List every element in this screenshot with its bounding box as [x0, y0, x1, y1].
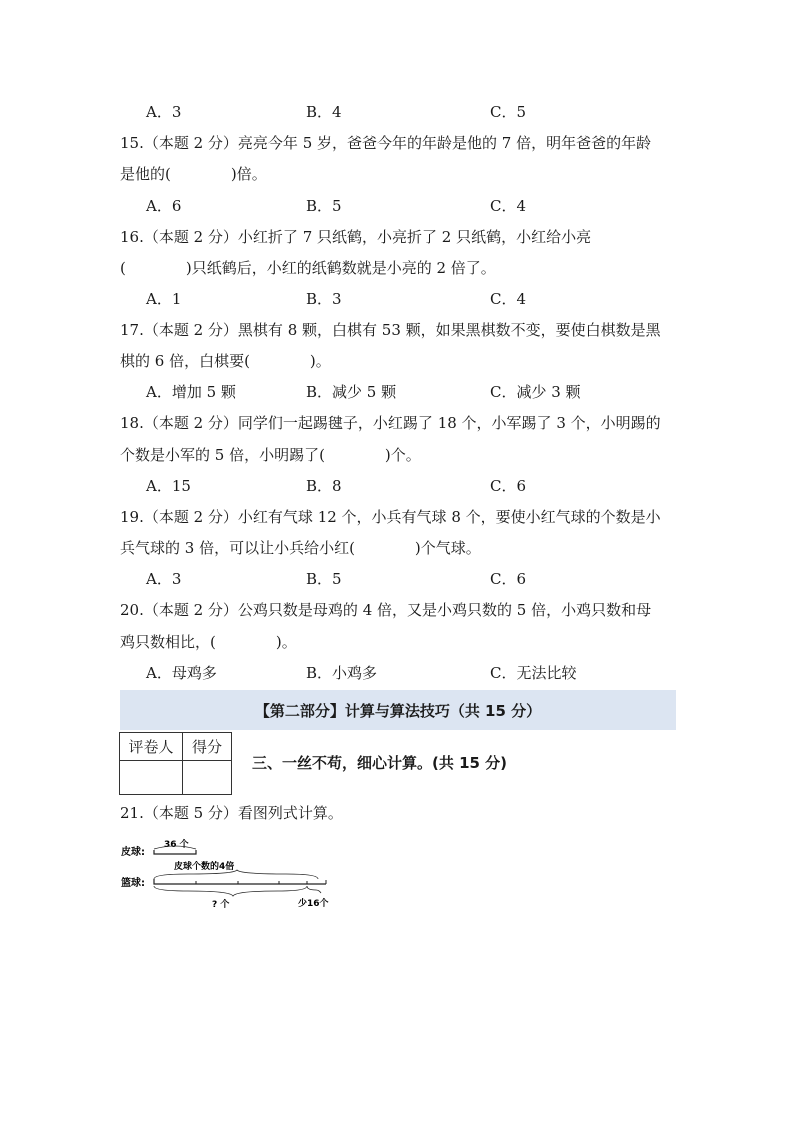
q20-option-b[interactable]: B．小鸡多 [306, 664, 378, 682]
q21-text: 21.（本题 5 分）看图列式计算。 [120, 804, 343, 822]
q17-option-b[interactable]: B．减少 5 颗 [306, 383, 397, 401]
score-table [119, 732, 232, 795]
basket-segment [154, 879, 326, 884]
q16-text-line-2: ( )只纸鹤后，小红的纸鹤数就是小亮的 2 倍了。 [120, 259, 496, 277]
q15-text-line-1: 15.（本题 2 分）亮亮今年 5 岁，爸爸今年的年龄是他的 7 倍，明年爸爸的年龄 [120, 134, 652, 152]
q20-option-c[interactable]: C．无法比较 [490, 664, 577, 682]
q17-text-line-2: 棋的 6 倍，白棋要( )。 [120, 352, 331, 370]
ball-count-label: 36 个 [164, 840, 189, 850]
q19-option-c[interactable]: C．6 [490, 570, 527, 588]
q14-option-a[interactable]: A．3 [146, 103, 182, 121]
q16-option-a[interactable]: A．1 [146, 290, 182, 308]
bottom-brace [154, 886, 307, 896]
q20-option-a[interactable]: A．母鸡多 [146, 664, 217, 682]
q18-option-c[interactable]: C．6 [490, 477, 527, 495]
q18-option-b[interactable]: B．8 [306, 477, 342, 495]
q16-text-line-1: 16.（本题 2 分）小红折了 7 只纸鹤，小亮折了 2 只纸鹤，小红给小亮 [120, 228, 592, 246]
segment-diagram [118, 834, 338, 914]
q15-option-b[interactable]: B．5 [306, 197, 342, 215]
q18-text-line-2: 个数是小军的 5 倍，小明踢了( )个。 [120, 446, 421, 464]
q19-option-a[interactable]: A．3 [146, 570, 182, 588]
brace-label: 皮球个数的4倍 [174, 862, 235, 872]
less-label: 少16个 [298, 899, 329, 909]
q18-text-line-1: 18.（本题 2 分）同学们一起踢毽子，小红踢了 18 个，小军踢了 3 个，小明踢的 [120, 414, 661, 432]
q15-option-c[interactable]: C．4 [490, 197, 527, 215]
score-cell[interactable] [183, 761, 232, 795]
ball-label: 皮球: [121, 847, 145, 858]
q17-option-a[interactable]: A．增加 5 颗 [146, 383, 236, 401]
part2-banner-title: 【第二部分】计算与算法技巧（共 15 分） [254, 701, 542, 720]
grader-cell[interactable] [120, 761, 183, 795]
q15-text-line-2: 是他的( )倍。 [120, 165, 267, 183]
q20-text-line-2: 鸡只数相比，( )。 [120, 633, 297, 651]
q20-text-line-1: 20.（本题 2 分）公鸡只数是母鸡的 4 倍，又是小鸡只数的 5 倍，小鸡只数和母 [120, 601, 652, 619]
ball-segment [154, 850, 196, 854]
q14-option-c[interactable]: C．5 [490, 103, 527, 121]
less-brace [307, 886, 321, 893]
q16-option-c[interactable]: C．4 [490, 290, 527, 308]
q18-option-a[interactable]: A．15 [146, 477, 191, 495]
q15-option-a[interactable]: A．6 [146, 197, 182, 215]
q19-text-line-1: 19.（本题 2 分）小红有气球 12 个，小兵有气球 8 个，要使小红气球的个数是小 [120, 508, 661, 526]
question-label: ? 个 [212, 900, 230, 910]
grader-header: 评卷人 [120, 733, 183, 761]
q17-option-c[interactable]: C．减少 3 颗 [490, 383, 581, 401]
part2-banner [120, 690, 676, 730]
score-header: 得分 [183, 733, 232, 761]
section3-title: 三、一丝不苟，细心计算。(共 15 分) [252, 754, 508, 772]
q19-option-b[interactable]: B．5 [306, 570, 342, 588]
basket-label: 篮球: [121, 878, 145, 889]
q16-option-b[interactable]: B．3 [306, 290, 342, 308]
q17-text-line-1: 17.（本题 2 分）黑棋有 8 颗，白棋有 53 颗，如果黑棋数不变，要使白棋数是黑 [120, 321, 661, 339]
q14-option-b[interactable]: B．4 [306, 103, 342, 121]
q19-text-line-2: 兵气球的 3 倍，可以让小兵给小红( )个气球。 [120, 539, 481, 557]
